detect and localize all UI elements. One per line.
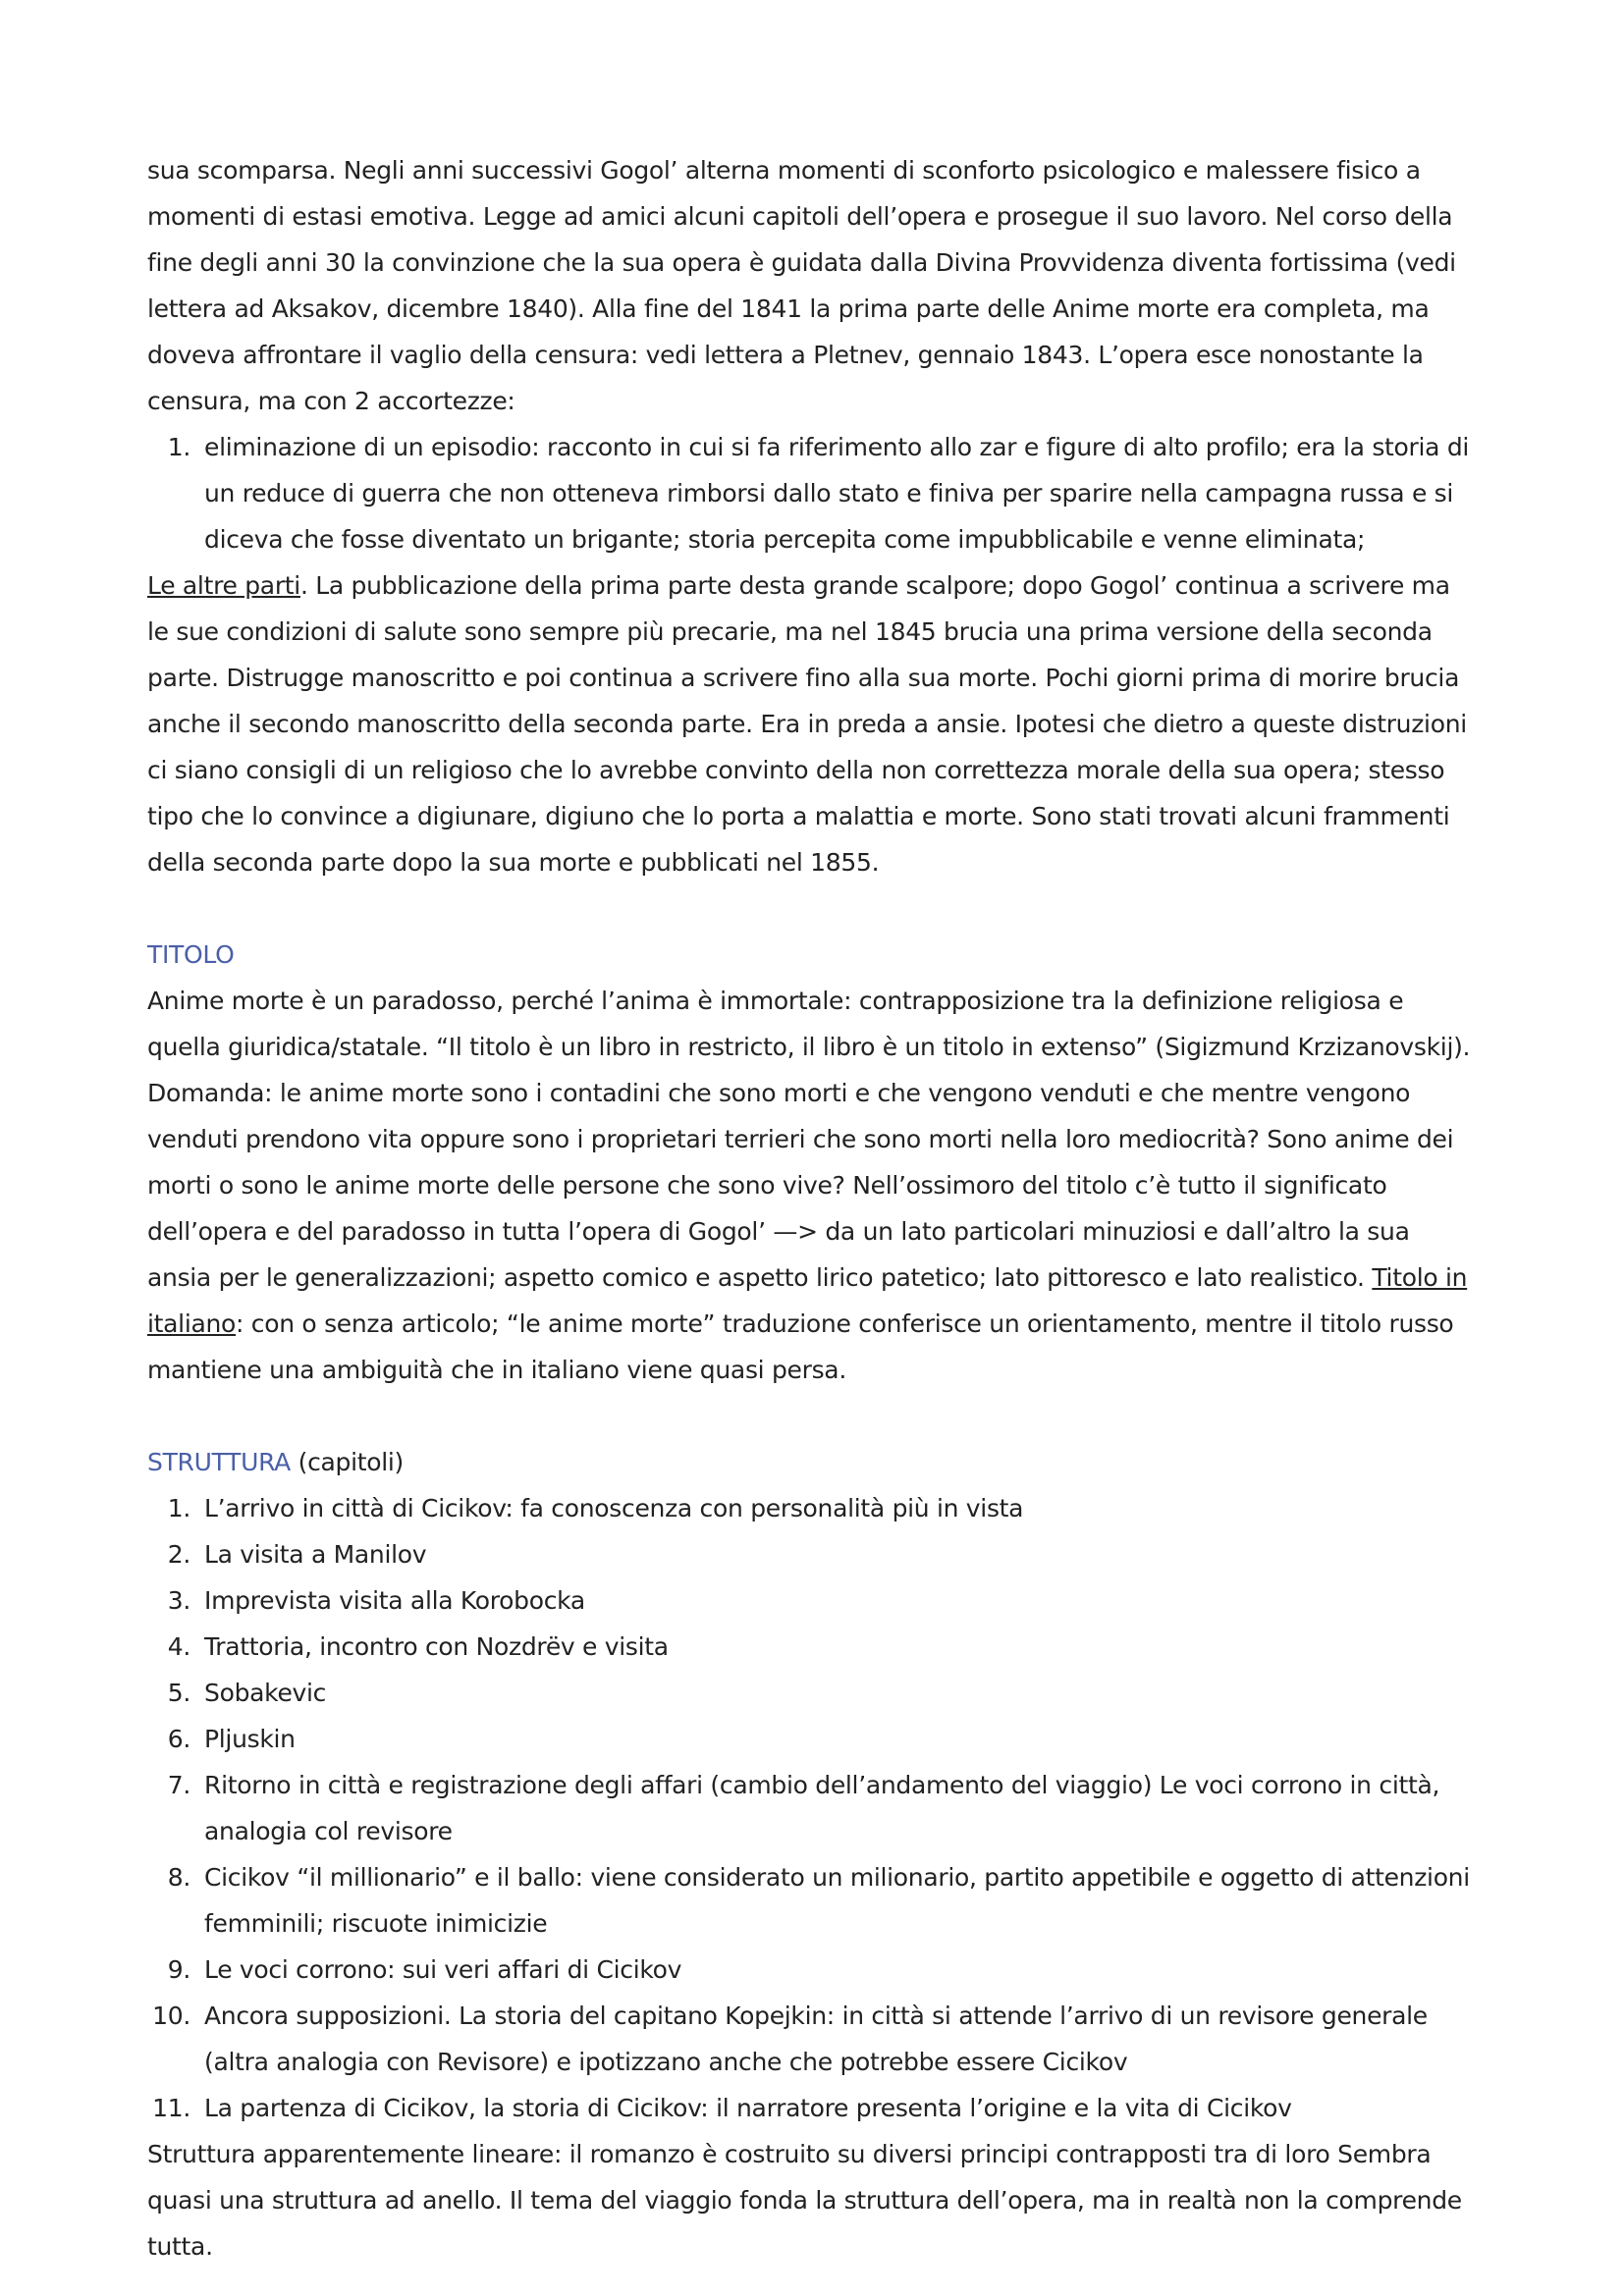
chapter-item xyxy=(147,1531,1479,1577)
censorship-list xyxy=(147,424,1479,562)
intro-paragraph: sua scomparsa. Negli anni successivi Gogol’ alterna momenti di sconforto psicologico e malessere fisico a momenti di estasi emotiva. Legge ad amici alcuni capitoli dell’opera e prosegue il suo lavoro. Nel corso della fine degli anni 30 la convinzione che la sua opera è guidata dalla Divina Provvidenza diventa fortissima (vedi lettera ad Aksakov, dicembre 1840). Alla fine del 1841 la prima parte delle Anime morte era completa, ma doveva affrontare il vaglio della censura: vedi lettera a Pletnev, gennaio 1843. L’opera esce nonostante la censura, ma con 2 accortezze: xyxy=(147,156,1456,415)
chapter-number: 8. xyxy=(167,1863,190,1892)
structure-heading-line xyxy=(147,1439,1479,1485)
chapter-item xyxy=(147,1624,1479,1670)
chapter-item xyxy=(147,1485,1479,1531)
list-item-number: 1. xyxy=(167,433,190,461)
chapter-item xyxy=(147,1854,1479,1947)
chapter-text: Imprevista visita alla Korobocka xyxy=(204,1586,585,1615)
chapter-text: Trattoria, incontro con Nozdrëv e visita xyxy=(204,1632,669,1661)
chapter-text: Ritorno in città e registrazione degli affari (cambio dell’andamento del viaggio) Le voci corrono in città, analogia col revisore xyxy=(204,1771,1440,1845)
title-section-text-2: : con o senza articolo; “le anime morte” traduzione conferisce un orientamento, mentre il titolo russo mantiene una ambiguità che in italiano viene quasi persa. xyxy=(147,1309,1454,1384)
chapter-text: Le voci corrono: sui veri affari di Cicikov xyxy=(204,1955,682,1984)
chapter-text: La visita a Manilov xyxy=(204,1540,427,1569)
chapter-item xyxy=(147,1947,1479,1993)
italian-title-label: Titolo in italiano xyxy=(147,1263,1468,1338)
chapter-text: L’arrivo in città di Cicikov: fa conoscenza con personalità più in vista xyxy=(204,1494,1024,1522)
spacer xyxy=(147,1393,1479,1439)
chapter-item xyxy=(147,1716,1479,1762)
chapter-number: 9. xyxy=(167,1955,190,1984)
chapter-number: 3. xyxy=(167,1586,190,1615)
structure-closing-paragraph: Struttura apparentemente lineare: il romanzo è costruito su diversi principi contrapposti tra di loro Sembra quasi una struttura ad anello. Il tema del viaggio fonda la struttura dell’opera, ma in realtà non la comprende tutta. xyxy=(147,2140,1462,2261)
chapter-number: 2. xyxy=(167,1540,190,1569)
chapter-item xyxy=(147,1762,1479,1854)
chapter-number: 7. xyxy=(167,1771,190,1799)
spacer xyxy=(147,885,1479,932)
structure-heading-sub: (capitoli) xyxy=(290,1448,405,1476)
chapter-item xyxy=(147,1993,1479,2085)
chapter-item xyxy=(147,1670,1479,1716)
list-item xyxy=(147,424,1479,562)
chapter-number: 5. xyxy=(167,1679,190,1707)
other-parts-paragraph xyxy=(147,562,1479,885)
structure-section-heading: STRUTTURA xyxy=(147,1448,291,1476)
chapter-number: 11. xyxy=(152,2094,190,2122)
chapter-number: 4. xyxy=(167,1632,190,1661)
chapter-item xyxy=(147,2085,1479,2131)
chapter-text: Ancora supposizioni. La storia del capitano Kopejkin: in città si attende l’arrivo di un revisore generale (altra analogia con Revisore) e ipotizzano anche che potrebbe essere Cicikov xyxy=(204,2002,1428,2076)
other-parts-text: . La pubblicazione della prima parte desta grande scalpore; dopo Gogol’ continua a scrivere ma le sue condizioni di salute sono sempre più precarie, ma nel 1845 brucia una prima versione della seconda parte. Distrugge manoscritto e poi continua a scrivere fino alla sua morte. Pochi giorni prima di morire brucia anche il secondo manoscritto della seconda parte. Era in preda a ansie. Ipotesi che dietro a queste distruzioni ci siano consigli di un religioso che lo avrebbe convinto della non correttezza morale della sua opera; stesso tipo che lo convince a digiunare, digiuno che lo porta a malattia e morte. Sono stati trovati alcuni frammenti della seconda parte dopo la sua morte e pubblicati nel 1855. xyxy=(147,571,1467,877)
chapter-number: 1. xyxy=(167,1494,190,1522)
chapter-number: 6. xyxy=(167,1725,190,1753)
chapter-text: Pljuskin xyxy=(204,1725,296,1753)
list-item-text: eliminazione di un episodio: racconto in cui si fa riferimento allo zar e figure di alto profilo; era la storia di un reduce di guerra che non otteneva rimborsi dallo stato e finiva per sparire nella campagna russa e si diceva che fosse diventato un brigante; storia percepita come impubblicabile e venne eliminata; xyxy=(204,433,1470,554)
chapter-text: Cicikov “il millionario” e il ballo: viene considerato un milionario, partito appetibile e oggetto di attenzioni femminili; riscuote inimicizie xyxy=(204,1863,1470,1938)
chapter-text: La partenza di Cicikov, la storia di Cicikov: il narratore presenta l’origine e la vita di Cicikov xyxy=(204,2094,1292,2122)
chapter-list xyxy=(147,1485,1479,2131)
title-section-text-1: Anime morte è un paradosso, perché l’anima è immortale: contrapposizione tra la definizione religiosa e quella giuridica/statale. “Il titolo è un libro in restricto, il libro è un titolo in extenso” (Sigizmund Krzizanovskij). Domanda: le anime morte sono i contadini che sono morti e che vengono venduti e che mentre vengono venduti prendono vita oppure sono i proprietari terrieri che sono morti nella loro mediocrità? Sono anime dei morti o sono le anime morte delle persone che sono vive? Nell’ossimoro del titolo c’è tutto il significato dell’opera e del paradosso in tutta l’opera di Gogol’ —> da un lato particolari minuziosi e dall’altro la sua ansia per le generalizzazioni; aspetto comico e aspetto lirico patetico; lato pittoresco e lato realistico. xyxy=(147,987,1471,1292)
title-section-paragraph xyxy=(147,978,1479,1393)
chapter-item xyxy=(147,1577,1479,1624)
chapter-number: 10. xyxy=(152,2002,190,2030)
chapter-text: Sobakevic xyxy=(204,1679,327,1707)
other-parts-label: Le altre parti xyxy=(147,571,300,600)
title-section-heading: TITOLO xyxy=(147,940,235,969)
